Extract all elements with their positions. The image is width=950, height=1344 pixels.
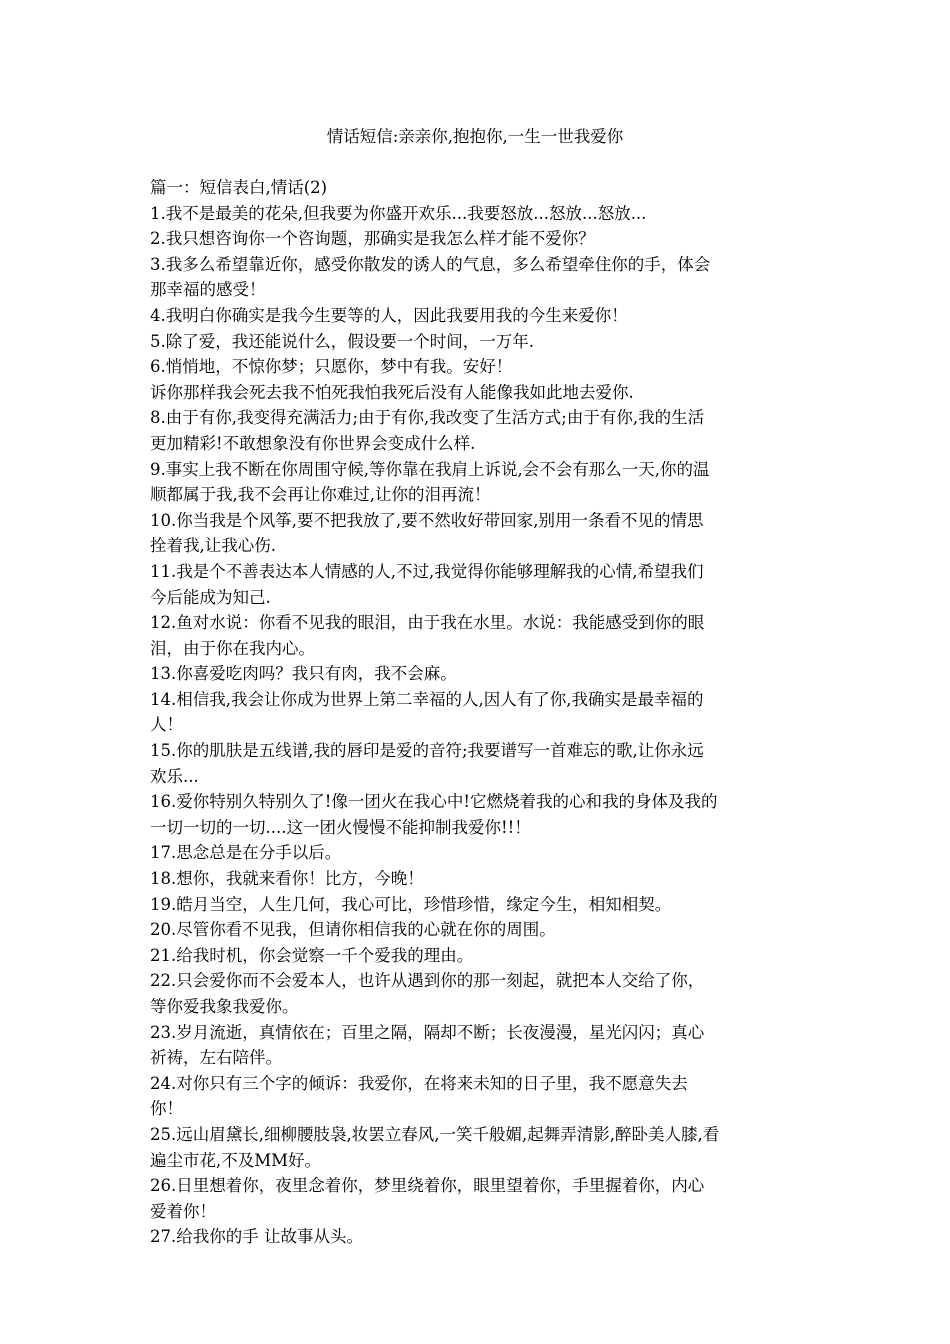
text-line: 遍尘市花,不及MM好。: [150, 1150, 322, 1170]
text-line: 欢乐...: [150, 766, 199, 786]
text-line: 15.你的肌肤是五线谱,我的唇印是爱的音符;我要谱写一首难忘的歌,让你永远: [150, 741, 704, 761]
document-body: [150, 175, 810, 1250]
text-line: 22.只会爱你而不会爱本人，也许从遇到你的那一刻起，就把本人交给了你，: [150, 971, 705, 991]
text-line: 12.鱼对水说：你看不见我的眼泪，由于我在水里。水说：我能感受到你的眼: [150, 613, 705, 633]
text-line: 顺都属于我,我不会再让你难过,让你的泪再流！: [150, 485, 491, 505]
text-line: 10.你当我是个风筝,要不把我放了,要不然收好带回家,别用一条看不见的情思: [150, 510, 704, 530]
text-line: 6.悄悄地，不惊你梦；只愿你，梦中有我。安好！: [150, 357, 513, 377]
text-line: 24.对你只有三个字的倾诉：我爱你，在将来未知的日子里，我不愿意失去: [150, 1073, 688, 1093]
text-line: 2.我只想咨询你一个咨询题，那确实是我怎么样才能不爱你？: [150, 229, 595, 249]
text-line: 25.远山眉黛长,细柳腰肢袅,妆罢立春风,一笑千般媚,起舞弄清影,醉卧美人膝,看: [150, 1124, 720, 1144]
text-line: 爱着你！: [150, 1201, 216, 1221]
text-line: 一切一切的一切....这一团火慢慢不能抑制我爱你!!！: [150, 817, 531, 837]
text-line: 更加精彩!不敢想象没有你世界会变成什么样.: [150, 433, 476, 453]
text-line: 今后能成为知己.: [150, 587, 271, 607]
text-line: 诉你那样我会死去我不怕死我怕我死后没有人能像我如此地去爱你.: [150, 382, 634, 402]
text-line: 13.你喜爱吃肉吗？我只有肉，我不会麻。: [150, 664, 457, 684]
text-line: 拴着我,让我心伤.: [150, 536, 276, 556]
text-line: 27.给我你的手 让故事从头。: [150, 1227, 363, 1247]
section-heading: 篇一：短信表白,情话(2): [150, 178, 328, 197]
text-line: 23.岁月流逝，真情依在；百里之隔，隔却不断；长夜漫漫，星光闪闪；真心: [150, 1022, 705, 1042]
text-line: 19.皓月当空，人生几何，我心可比，珍惜珍惜，缘定今生，相知相契。: [150, 894, 672, 914]
text-line: 你！: [150, 1099, 183, 1119]
text-line: 17.思念总是在分手以后。: [150, 843, 342, 863]
text-line: 3.我多么希望靠近你，感受你散发的诱人的气息，多么希望牵住你的手，体会: [150, 254, 711, 274]
text-line: 泪，由于你在我内心。: [150, 638, 315, 658]
text-line: 那幸福的感受！: [150, 280, 266, 300]
text-line: 20.尽管你看不见我，但请你相信我的心就在你的周围。: [150, 920, 556, 940]
text-line: 16.爱你特别久特别久了!像一团火在我心中!它燃烧着我的心和我的身体及我的: [150, 792, 718, 812]
text-line: 11.我是个不善表达本人情感的人,不过,我觉得你能够理解我的心情,希望我们: [150, 561, 704, 581]
text-line: 26.日里想着你，夜里念着你，梦里绕着你，眼里望着你，手里握着你，内心: [150, 1176, 705, 1196]
text-line: 4.我明白你确实是我今生要等的人，因此我要用我的今生来爱你！: [150, 305, 628, 325]
text-line: 18.想你，我就来看你！比方，今晚！: [150, 869, 424, 889]
text-line: 21.给我时机，你会觉察一千个爱我的理由。: [150, 945, 474, 965]
text-line: 9.事实上我不断在你周围守候,等你靠在我肩上诉说,会不会有那么一天,你的温: [150, 459, 710, 479]
text-line: 祈祷，左右陪伴。: [150, 1048, 282, 1068]
document-title: 情话短信:亲亲你,抱抱你,一生一世我爱你: [326, 127, 624, 146]
text-line: 1.我不是最美的花朵,但我要为你盛开欢乐...我要怒放...怒放...怒放...: [150, 203, 647, 223]
text-line: 等你爱我象我爱你。: [150, 997, 299, 1016]
text-line: 8.由于有你,我变得充满活力;由于有你,我改变了生活方式;由于有你,我的生活: [150, 408, 705, 428]
text-line: 14.相信我,我会让你成为世界上第二幸福的人,因人有了你,我确实是最幸福的: [150, 689, 704, 709]
text-line: 人！: [150, 715, 183, 735]
text-line: 5.除了爱，我还能说什么，假设要一个时间，一万年.: [150, 331, 534, 351]
